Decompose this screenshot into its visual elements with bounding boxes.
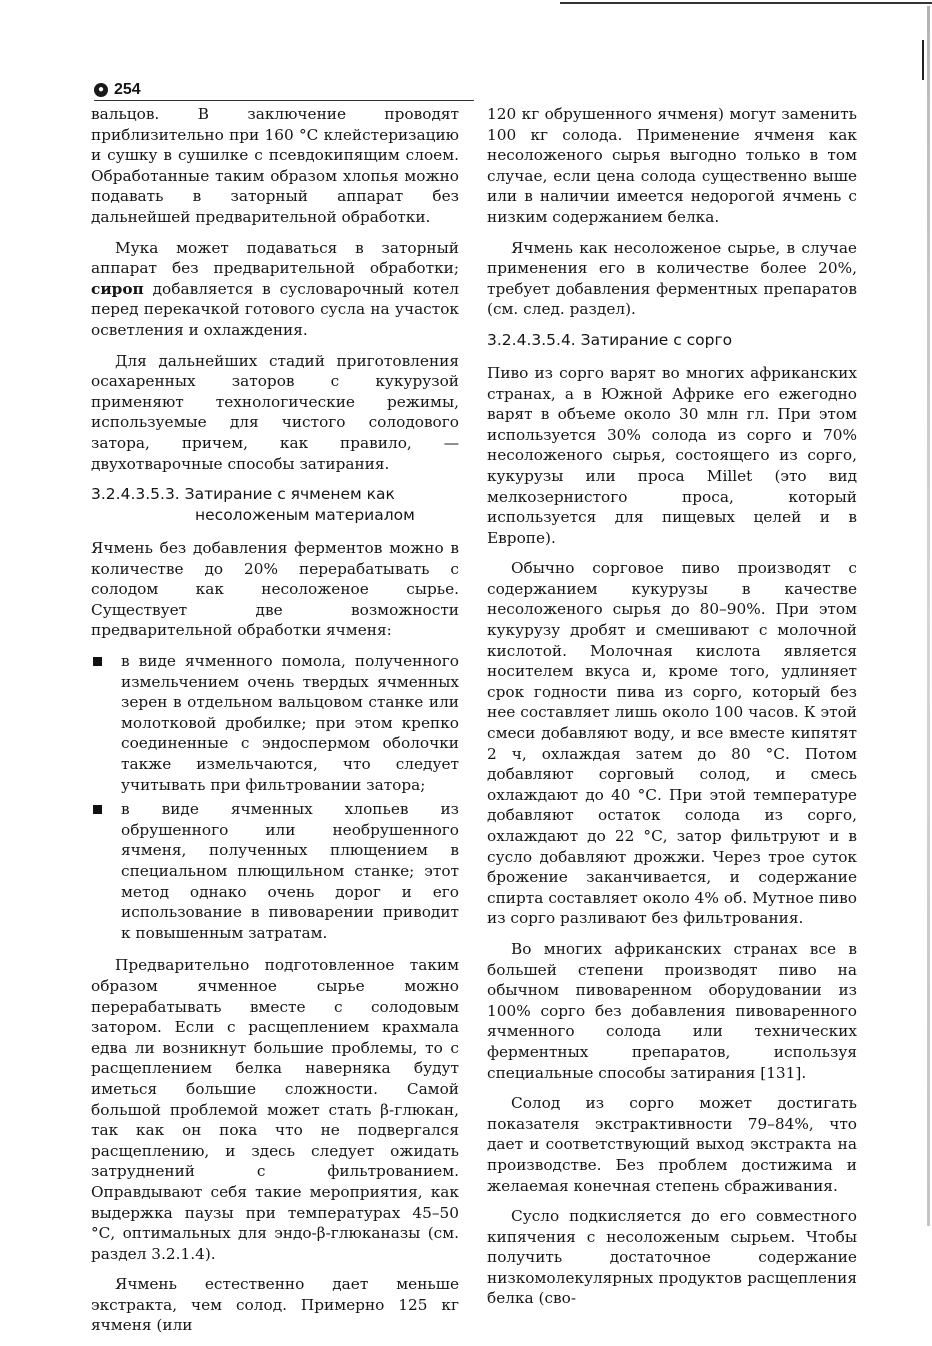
section-title-line1: Затирание с ячменем как xyxy=(184,485,395,504)
scan-edge-mark xyxy=(922,40,924,80)
paragraph: Во многих африканских странах все в большей степени производят пиво на обычном пивоваренном оборудовании из 100% сорго без добавления пивоваренного ячменного солода или технических ферментных препаратов, используя специальные способы затирания [131]. xyxy=(487,939,857,1082)
paragraph: Предварительно подготовленное таким образом ячменное сырье можно перерабатывать вместе с солодовым затором. Если с расщеплением крахмала едва ли возникнут большие проблемы, то с расщеплением белка наверняка будут иметься большие сложности. Самой большой проблемой может стать β-глюкан, так как он пока что не подвергался расщеплению, и здесь следует ожидать затруднений с фильтрованием. Оправдывают себя такие мероприятия, как выдержка паузы при температурах 45–50 °С, оптимальных для эндо-β-глюканазы (см. раздел 3.2.1.4). xyxy=(91,956,459,1263)
page-marker-icon: ● xyxy=(94,83,108,97)
list-item xyxy=(91,799,459,943)
paragraph: Сусло подкисляется до его совместного кипячения с несоложеным сырьем. Чтобы получить достаточное содержание низкомолекулярных продуктов расщепления белка (сво- xyxy=(487,1207,857,1308)
paragraph: Ячмень без добавления ферментов можно в количестве до 20% перерабатывать с солодом как несоложеное сырье. Существует две возможности предварительной обработки ячменя: xyxy=(91,539,459,640)
scan-edge-top xyxy=(560,2,932,4)
section-title-line2: несоложеным материалом xyxy=(195,506,415,525)
bold-term: сироп xyxy=(91,279,144,298)
paragraph: Для дальнейших стадий приготовления осахаренных заторов с кукурузой применяют технологические режимы, используемые для чистого солодового затора, причем, как правило, — двухотварочные способы затирания. xyxy=(91,351,459,473)
section-heading xyxy=(91,484,459,526)
section-heading: 3.2.4.3.5.4. Затирание с сорго xyxy=(487,330,733,349)
scan-edge-right xyxy=(927,6,930,1226)
paragraph: Пиво из сорго варят во многих африканских странах, а в Южной Африке его ежегодно варят в объеме около 30 млн гл. При этом используется 30% солода из сорго и 70% несоложеного сырья, состоящего из сорго, кукурузы или проса Millet (это вид мелкозернистого проса, который используется для пищевых целей и в Европе). xyxy=(487,363,857,547)
paragraph: вальцов. В заключение проводят приблизительно при 160 °С клейстеризацию и сушку в сушилке с псевдокипящим слоем. Обработанные таким образом хлопья можно подавать в заторный аппарат без дальнейшей предварительной обработки. xyxy=(91,105,459,226)
list-item-text: в виде ячменных хлопьев из обрушенного или необрушенного ячменя, полученных плющением в специальном плющильном станке; этот метод однако очень дорог и его использование в пивоварении приводит к повышенным затратам. xyxy=(121,800,459,942)
paragraph: Ячмень естественно дает меньше экстракта, чем солод. Примерно 125 кг ячменя (или xyxy=(91,1275,459,1335)
paragraph xyxy=(91,238,459,341)
bullet-list xyxy=(91,651,459,943)
text-run: Мука может подаваться в заторный аппарат без предварительной обработки; xyxy=(91,238,459,278)
paragraph: Солод из сорго может достигать показателя экстрактивности 79–84%, что дает и соответствующий выход экстракта на производстве. Без проблем достижима и желаемая конечная степень сбраживания. xyxy=(487,1094,857,1195)
left-column xyxy=(91,104,459,1346)
paragraph: Ячмень как несоложеное сырье, в случае применения его в количестве более 20%, требует добавления ферментных препаратов (см. след. раздел). xyxy=(487,238,857,319)
section-number: 3.2.4.3.5.3. xyxy=(91,485,180,504)
paragraph: 120 кг обрушенного ячменя) могут заменить 100 кг солода. Применение ячменя как несоложеного сырья выгодно только в том случае, если цена солода существенно выше или в наличии имеется недорогой ячмень с низким содержанием белка. xyxy=(487,105,857,226)
list-item xyxy=(91,651,459,795)
list-item-text: в виде ячменного помола, полученного измельчением очень твердых ячменных зерен в отдельном вальцовом станке или молотковой дробилке; при этом крепко соединенные с эндоспермом оболочки также измельчаются, что следует учитывать при фильтровании затора; xyxy=(121,652,459,794)
square-bullet-icon xyxy=(93,805,102,814)
right-column xyxy=(487,104,857,1319)
page-number: 254 xyxy=(114,81,141,98)
text-run: добавляется в сусловарочный котел перед перекачкой готового сусла на участок осветления и охлаждения. xyxy=(91,279,459,339)
header-rule xyxy=(94,100,474,101)
paragraph: Обычно сорговое пиво производят с содержанием кукурузы в качестве несоложеного сырья до 80–90%. При этом кукурузу дробят и смешивают с молочной кислотой. Молочная кислота является носителем вкуса и, кроме того, удлиняет срок годности пива из сорго, который без нее составляет лишь около 100 часов. К этой смеси добавляют воду, и все вместе кипятят 2 ч, охлаждая затем до 80 °С. Потом добавляют сорговый солод, и смесь охлаждают до 40 °С. При этой температуре добавляют остаток солода из сорго, охлаждают до 22 °С, затор фильтруют и в сусло добавляют дрожжи. Через трое суток брожение заканчивается, и содержание спирта составляет около 4% об. Мутное пиво из сорго разливают без фильтрования. xyxy=(487,559,857,928)
square-bullet-icon xyxy=(93,657,102,666)
page-header xyxy=(94,80,141,100)
